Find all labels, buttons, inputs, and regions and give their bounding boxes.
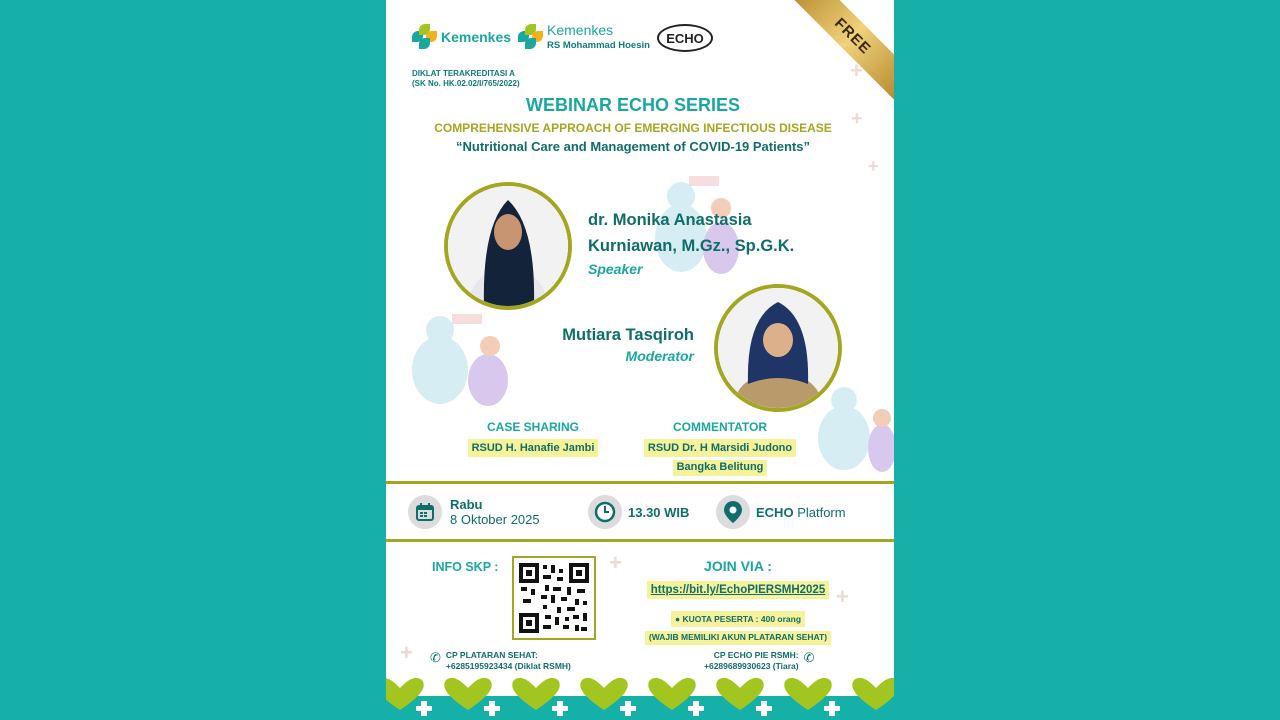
speaker-role: Speaker [588,261,643,277]
user-icon: ● [674,614,681,624]
free-ribbon [789,0,894,100]
phone-icon: ✆ [430,650,441,665]
location-pin-icon [716,495,750,529]
event-time [588,495,689,529]
free-ribbon-text: FREE [831,14,875,58]
speaker-name-line2: Kurniawan, M.Gz., Sp.G.K. [588,237,795,255]
event-time-value: 13.30 WIB [628,504,690,520]
speaker-photo [444,182,572,310]
echo-logo-text: ECHO [666,30,704,46]
event-day: Rabu [450,497,483,512]
rsmh-logo [518,22,650,51]
quota-text: KUOTA PESERTA : 400 orang [682,614,802,624]
speaker-name-line1: dr. Monika Anastasia [588,211,752,229]
echo-logo [657,24,713,52]
diklat-info [412,69,520,89]
moderator-name: Mutiara Tasqiroh [562,326,694,344]
qr-code-icon [517,561,591,635]
main-title: WEBINAR ECHO SERIES [525,95,741,115]
platform-rest: Platform [797,504,846,520]
calendar-icon [408,495,442,529]
contact-right-value: +6289689930623 (Tiara) [704,661,799,671]
speaker-info [588,207,794,277]
moderator-avatar-icon [718,288,838,408]
skp-label: INFO SKP : [432,560,499,574]
webinar-poster [386,0,894,720]
phone-icon: ✆ [803,650,815,665]
kemenkes-leaf-icon [412,24,438,50]
moderator-role: Moderator [625,348,694,364]
plus-decoration: + [850,58,863,83]
moderator-photo [714,284,842,412]
plus-decoration: + [609,550,622,575]
moderator-info [506,322,694,364]
platform-bold: ECHO [756,504,794,520]
topic-title: “Nutritional Care and Management of COVID-19 Patients” [456,139,810,154]
contact-left [430,650,571,672]
contact-right [704,650,815,672]
rsmh-title: Kemenkes [547,22,614,38]
case-sharing-block [460,420,606,457]
divider-bottom [386,539,894,542]
case-sharing-label: CASE SHARING [486,420,579,434]
event-date [408,495,540,529]
plus-decoration: + [836,584,849,609]
event-platform [716,495,846,529]
contact-right-label: CP ECHO PIE RSMH: [713,650,799,660]
plus-decoration: + [868,156,879,176]
plus-decoration: + [400,640,413,665]
join-link[interactable]: https://bit.ly/EchoPIERSMH2025 [647,581,829,599]
qr-code[interactable] [512,556,596,640]
quota-badge [671,611,805,627]
join-block [624,558,852,645]
speaker-avatar-icon [448,186,568,306]
commentator-value-line2: Bangka Belitung [673,460,768,476]
quota-note: (WAJIB MEMILIKI AKUN PLATARAN SEHAT) [645,631,831,645]
rsmh-leaf-icon [518,24,544,50]
rsmh-subtitle: RS Mohammad Hoesin [547,40,650,51]
sub-title: COMPREHENSIVE APPROACH OF EMERGING INFECTIOUS DISEASE [434,121,832,135]
contact-left-label: CP PLATARAN SEHAT: [445,650,538,660]
footer-pattern [386,676,894,720]
commentator-label: COMMENTATOR [673,420,767,434]
commentator-block [632,420,808,476]
join-label: JOIN VIA : [704,558,772,574]
diklat-line1: DIKLAT TERAKREDITASI A [412,69,515,78]
kemenkes-logo [412,24,511,50]
heart-pattern-icon [386,676,894,720]
commentator-value-line1: RSUD Dr. H Marsidi Judono [644,439,796,457]
plus-decoration: + [851,108,863,130]
divider-top [386,481,894,484]
event-date-value: 8 Oktober 2025 [450,512,540,527]
contact-left-value: +6285195923434 (Diklat RSMH) [445,661,571,671]
diklat-line2: (SK No. HK.02.02/I/765/2022) [412,79,520,88]
swab-illustration-icon [404,308,514,408]
case-sharing-value: RSUD H. Hanafie Jambi [468,439,599,457]
clock-icon [588,495,622,529]
kemenkes-text: Kemenkes [441,29,512,45]
